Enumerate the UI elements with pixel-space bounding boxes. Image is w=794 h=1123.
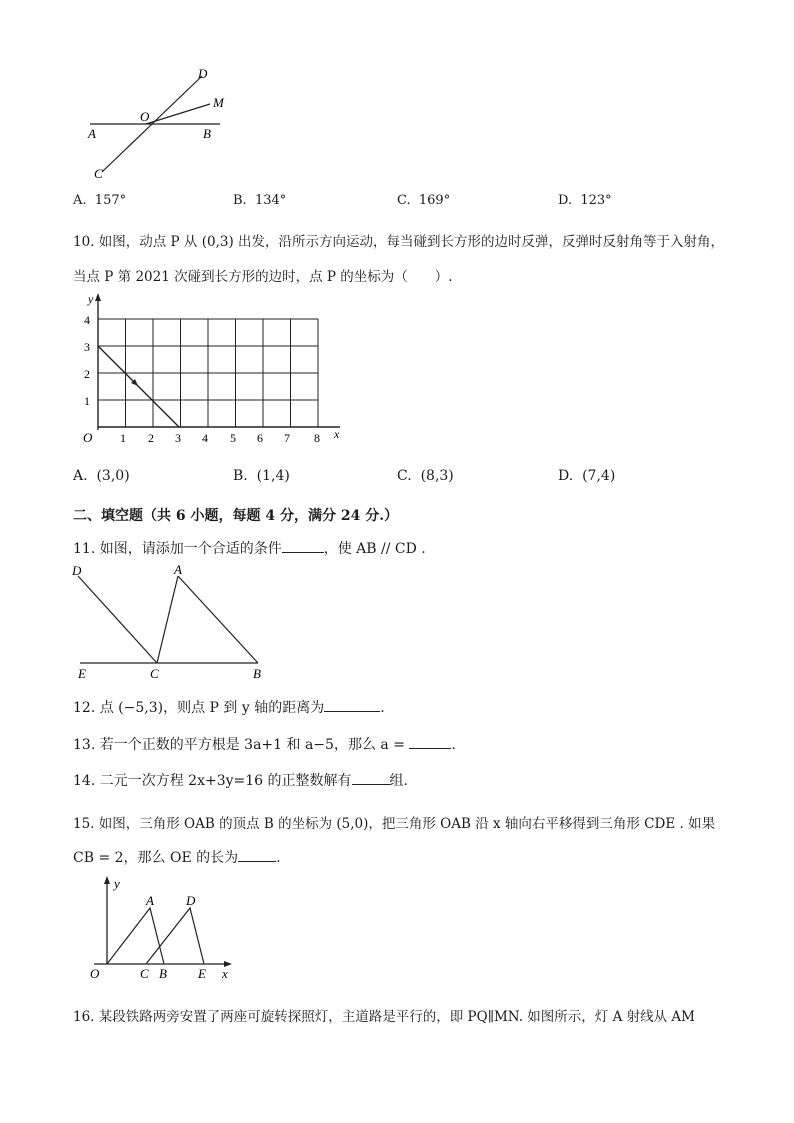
q11-after: ，使 AB // CD . — [323, 541, 426, 557]
label-c: C — [150, 666, 159, 681]
option-letter: C. — [397, 193, 411, 208]
option-letter: B. — [233, 468, 248, 484]
answer-blank[interactable] — [282, 538, 324, 553]
option-letter: C. — [397, 468, 412, 484]
label-a: A — [174, 562, 182, 577]
y-tick-label: 2 — [84, 367, 90, 381]
x-axis-label: x — [334, 427, 340, 441]
label-c: C — [94, 166, 103, 181]
option-letter: B. — [233, 193, 247, 208]
q15-line2 — [73, 847, 281, 867]
x-tick-label: 4 — [202, 431, 208, 445]
q9-option-d[interactable] — [558, 193, 612, 208]
option-value: (3,0) — [96, 468, 130, 484]
q11-text — [73, 538, 426, 558]
label-m: M — [213, 95, 224, 110]
label-o: O — [140, 109, 150, 124]
label-b: B — [203, 126, 211, 141]
answer-blank[interactable] — [324, 697, 380, 712]
q11-before: 11. 如图，请添加一个合适的条件 — [73, 541, 282, 557]
triangle-cde — [146, 908, 204, 964]
label-b: B — [253, 666, 261, 681]
label-a: A — [146, 893, 154, 908]
q9-figure — [80, 60, 250, 185]
option-letter: D. — [558, 193, 573, 208]
q13-after: . — [451, 737, 456, 753]
label-o: O — [90, 966, 100, 981]
q12-text — [73, 697, 385, 717]
label-e: E — [198, 966, 206, 981]
y-axis-label: y — [88, 292, 94, 306]
option-value: (8,3) — [420, 468, 454, 484]
label-c: C — [140, 966, 149, 981]
label-x: x — [222, 966, 228, 981]
q12-after: . — [380, 700, 385, 716]
label-y: y — [114, 876, 120, 891]
label-b: B — [159, 966, 167, 981]
q16-text: 16. 某段铁路两旁安置了两座可旋转探照灯，主道路是平行的，即 PQ∥MN. 如图所示，灯 A 射线从 AM — [73, 1009, 695, 1025]
path-p — [98, 346, 179, 427]
x-tick-label: 3 — [175, 431, 181, 445]
label-e: E — [78, 666, 86, 681]
q14-before: 14. 二元一次方程 2x+3y=16 的正整数解有 — [73, 773, 352, 789]
y-tick-label: 4 — [84, 313, 90, 327]
q15-line1: 15. 如图，三角形 OAB 的顶点 B 的坐标为 (5,0)，把三角形 OAB 沿 x 轴向右平移得到三角形 CDE . 如果 — [73, 816, 716, 832]
option-value: 123° — [580, 193, 612, 208]
x-tick-label: 2 — [148, 431, 154, 445]
q13-before: 13. 若一个正数的平方根是 3a+1 和 a−5，那么 a = — [73, 737, 405, 753]
option-value: (7,4) — [582, 468, 616, 484]
option-value: 134° — [254, 193, 287, 208]
answer-blank[interactable] — [409, 734, 451, 749]
q9-option-b[interactable] — [233, 193, 286, 208]
q10-option-b[interactable] — [233, 468, 290, 484]
section-heading: 二、填空题（共 6 小题，每题 4 分，满分 24 分.） — [73, 508, 399, 524]
y-arrow — [95, 293, 101, 301]
q14-after: 组. — [389, 773, 408, 789]
x-tick-label: 5 — [230, 431, 236, 445]
q10-option-d[interactable] — [558, 468, 615, 484]
y-tick-label: 3 — [84, 340, 90, 354]
q9-option-a[interactable] — [73, 193, 126, 208]
q10-option-a[interactable] — [73, 468, 130, 484]
origin-label: O — [83, 430, 93, 445]
q12-before: 12. 点 (−5,3)，则点 P 到 y 轴的距离为 — [73, 700, 325, 716]
label-d: D — [186, 893, 196, 908]
x-tick-label: 1 — [120, 431, 126, 445]
q10-line1: 10. 如图，动点 P 从 (0,3) 出发，沿所示方向运动，每当碰到长方形的边时反弹，反弹时反射角等于入射角， — [73, 234, 725, 250]
option-value: 157° — [94, 193, 127, 208]
segment-ac — [157, 576, 178, 663]
y-arrow — [104, 876, 110, 884]
x-tick-label: 7 — [284, 431, 290, 445]
label-d: D — [198, 66, 208, 81]
option-value: 169° — [418, 193, 451, 208]
q10-figure — [78, 290, 348, 452]
y-tick-label: 1 — [84, 394, 90, 408]
option-letter: A. — [73, 468, 88, 484]
q11-figure — [68, 560, 278, 685]
answer-blank[interactable] — [352, 770, 390, 785]
label-d: D — [72, 563, 82, 578]
q13-text — [73, 734, 456, 754]
option-value: (1,4) — [256, 468, 290, 484]
q15-figure — [80, 872, 250, 987]
label-a: A — [88, 126, 96, 141]
x-tick-label: 8 — [314, 431, 320, 445]
ray-om — [146, 104, 210, 124]
q15-line2-before: CB = 2，那么 OE 的长为 — [73, 850, 239, 866]
x-tick-label: 6 — [257, 431, 263, 445]
q10-option-c[interactable] — [397, 468, 454, 484]
q10-line2: 当点 P 第 2021 次碰到长方形的边时，点 P 的坐标为（ ）. — [73, 269, 453, 285]
segment-dc — [78, 576, 157, 663]
option-letter: D. — [558, 468, 574, 484]
triangle-oab — [107, 908, 164, 964]
option-letter: A. — [73, 193, 87, 208]
segment-ab — [178, 576, 258, 663]
q14-text — [73, 770, 408, 790]
q9-option-c[interactable] — [397, 193, 450, 208]
answer-blank[interactable] — [238, 847, 276, 862]
q15-line2-after: . — [276, 850, 281, 866]
